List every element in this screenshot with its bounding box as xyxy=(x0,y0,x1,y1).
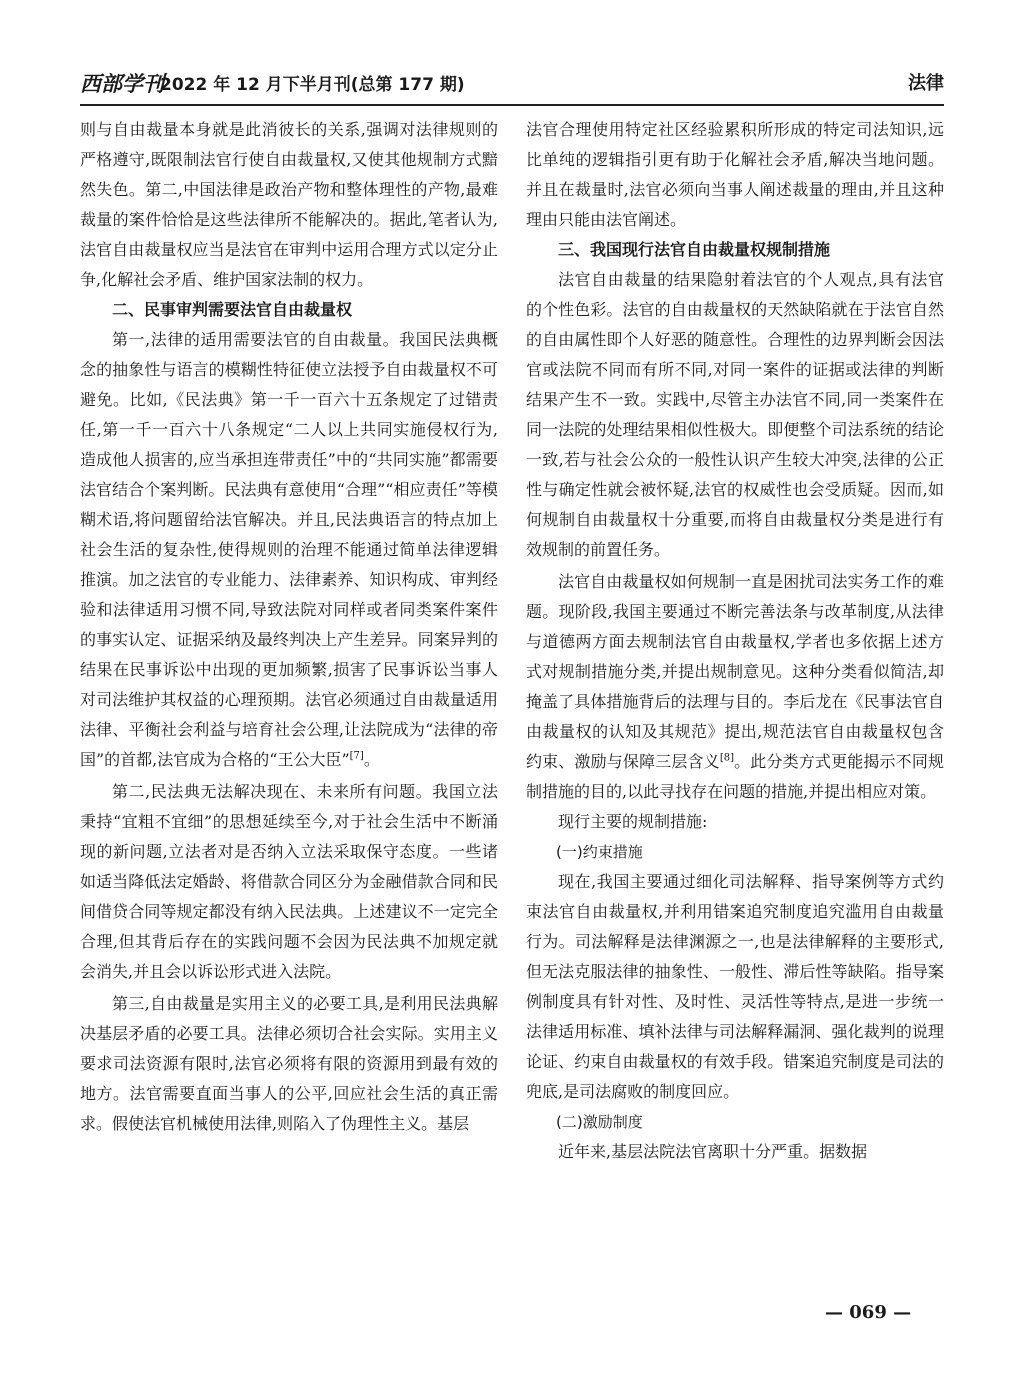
journal-logo: 西部学刊 xyxy=(80,71,164,96)
page-number: — 069 — xyxy=(825,1302,912,1323)
paragraph: 近年来,基层法院法官离职十分严重。据数据 xyxy=(558,1142,868,1161)
paragraph xyxy=(80,325,498,775)
paragraph-text: 。此分类方式更能揭示不同规制措施的目的,以此寻找存在问题的措施,并提出相应对策。 xyxy=(526,752,944,801)
subsection-heading: (一)约束措施 xyxy=(556,843,643,861)
citation-marker: [7] xyxy=(349,750,364,762)
paragraph: 法官自由裁量的结果隐射着法官的个人观点,具有法官的个性色彩。法官的自由裁量权的天然缺陷就在于法官自然的自由属性即个人好恶的随意性。合理性的边界判断会因法官或法院不同而有所不同,对同一案件的证据或法律的判断结果产生不一致。实践中,尽管主办法官不同,同一类案件在同一法院的处理结果相似性极大。即便整个司法系统的结论一致,若与社会公众的一般性认识产生较大冲突,法律的公正性与确定性就会被怀疑,法官的权威性也会受质疑。因而,如何规制自由裁量权十分重要,而将自由裁量权分类是进行有效规制的前置任务。 xyxy=(526,270,944,559)
right-column xyxy=(526,115,944,1167)
paragraph: 第二,民法典无法解决现在、未来所有问题。我国立法秉持“宜粗不宜细”的思想延续至今,对于社会生活中不断涌现的新问题,立法者对是否纳入立法采取保守态度。一些诸如适当降低法定婚龄、将借款合同区分为金融借款合同和民间借贷合同等规定都没有纳入民法典。上述建议不一定完全合理,但其背后存在的实践问题不会因为民法典不加规定就会消失,并且会以诉讼形式进入法院。 xyxy=(80,782,498,981)
paragraph: 第三,自由裁量是实用主义的必要工具,是利用民法典解决基层矛盾的必要工具。法律必须切合社会实际。实用主义要求司法资源有限时,法官必须将有限的资源用到最有效的地方。法官需要直面当事人的公平,回应社会生活的真正需求。假使法官机械使用法律,则陷入了伪理性主义。基层 xyxy=(80,994,498,1133)
section-heading: 二、民事审判需要法官自由裁量权 xyxy=(112,300,353,319)
paragraph: 现在,我国主要通过细化司法解释、指导案例等方式约束法官自由裁量权,并利用错案追究制度追究滥用自由裁量行为。司法解释是法律渊源之一,也是法律解释的主要形式,但无法克服法律的抽象性、一般性、滞后性等缺陷。指导案例制度具有针对性、及时性、灵活性等特点,是进一步统一法律适用标准、填补法律与司法解释漏洞、强化裁判的说理论证、约束自由裁量权的有效手段。错案追究制度是司法的兜底,是司法腐败的制度回应。 xyxy=(526,872,944,1101)
running-header xyxy=(80,68,944,104)
paragraph: 则与自由裁量本身就是此消彼长的关系,强调对法律规则的严格遵守,既限制法官行使自由裁量权,又使其他规制方式黯然失色。第二,中国法律是政治产物和整体理性的产物,最难裁量的案件恰恰是这些法律所不能解决的。据此,笔者认为,法官自由裁量权应当是法官在审判中运用合理方式以定分止争,化解社会矛盾、维护国家法制的权力。 xyxy=(80,120,498,289)
paragraph-text: 法官自由裁量权如何规制一直是困扰司法实务工作的难题。现阶段,我国主要通过不断完善法条与改革制度,从法律与道德两方面去规制法官自由裁量权,学者也多依据上述方式对规制措施分类,并提出规制意见。这种分类看似简洁,却掩盖了具体措施背后的法理与目的。李后龙在《民事法官自由裁量权的认知及其规范》提出,规范法官自由裁量权包含约束、激励与保障三层含义 xyxy=(526,572,944,771)
section-heading: 三、我国现行法官自由裁量权规制措施 xyxy=(558,240,831,259)
paragraph: 法官合理使用特定社区经验累积所形成的特定司法知识,远比单纯的逻辑指引更有助于化解社会矛盾,解决当地问题。并且在裁量时,法官必须向当事人阐述裁量的理由,并且这种理由只能由法官阐述。 xyxy=(526,120,944,229)
journal-issue: 2022 年 12 月下半月刊(总第 177 期) xyxy=(160,75,465,95)
citation-marker: [8] xyxy=(719,752,734,764)
paragraph-text: 。 xyxy=(363,750,380,769)
header-divider xyxy=(80,104,944,106)
section-name: 法律 xyxy=(908,73,944,94)
subsection-heading: (二)激励制度 xyxy=(556,1113,643,1131)
left-column xyxy=(80,115,498,1139)
paragraph: 现行主要的规制措施: xyxy=(558,812,708,831)
paragraph-text: 第一,法律的适用需要法官的自由裁量。我国民法典概念的抽象性与语言的模糊性特征使立法授予自由裁量权不可避免。比如,《民法典》第一千一百六十五条规定了过错责任,第一千一百六十八条规定“二人以上共同实施侵权行为,造成他人损害的,应当承担连带责任”中的“共同实施”都需要法官结合个案判断。民法典有意使用“合理”“相应责任”等模糊术语,将问题留给法官解决。并且,民法典语言的特点加上社会生活的复杂性,使得规则的治理不能通过简单法律逻辑推演。加之法官的专业能力、法律素养、知识构成、审判经验和法律适用习惯不同,导致法院对同样或者同类案件案件的事实认定、证据采纳及最终判决上产生差异。同案异判的结果在民事诉讼中出现的更加频繁,损害了民事诉讼当事人对司法维护其权益的心理预期。法官必须通过自由裁量适用法律、平衡社会利益与培育社会公理,让法院成为“法律的帝国”的首都,法官成为合格的“王公大臣” xyxy=(80,330,498,769)
paragraph xyxy=(526,567,944,807)
